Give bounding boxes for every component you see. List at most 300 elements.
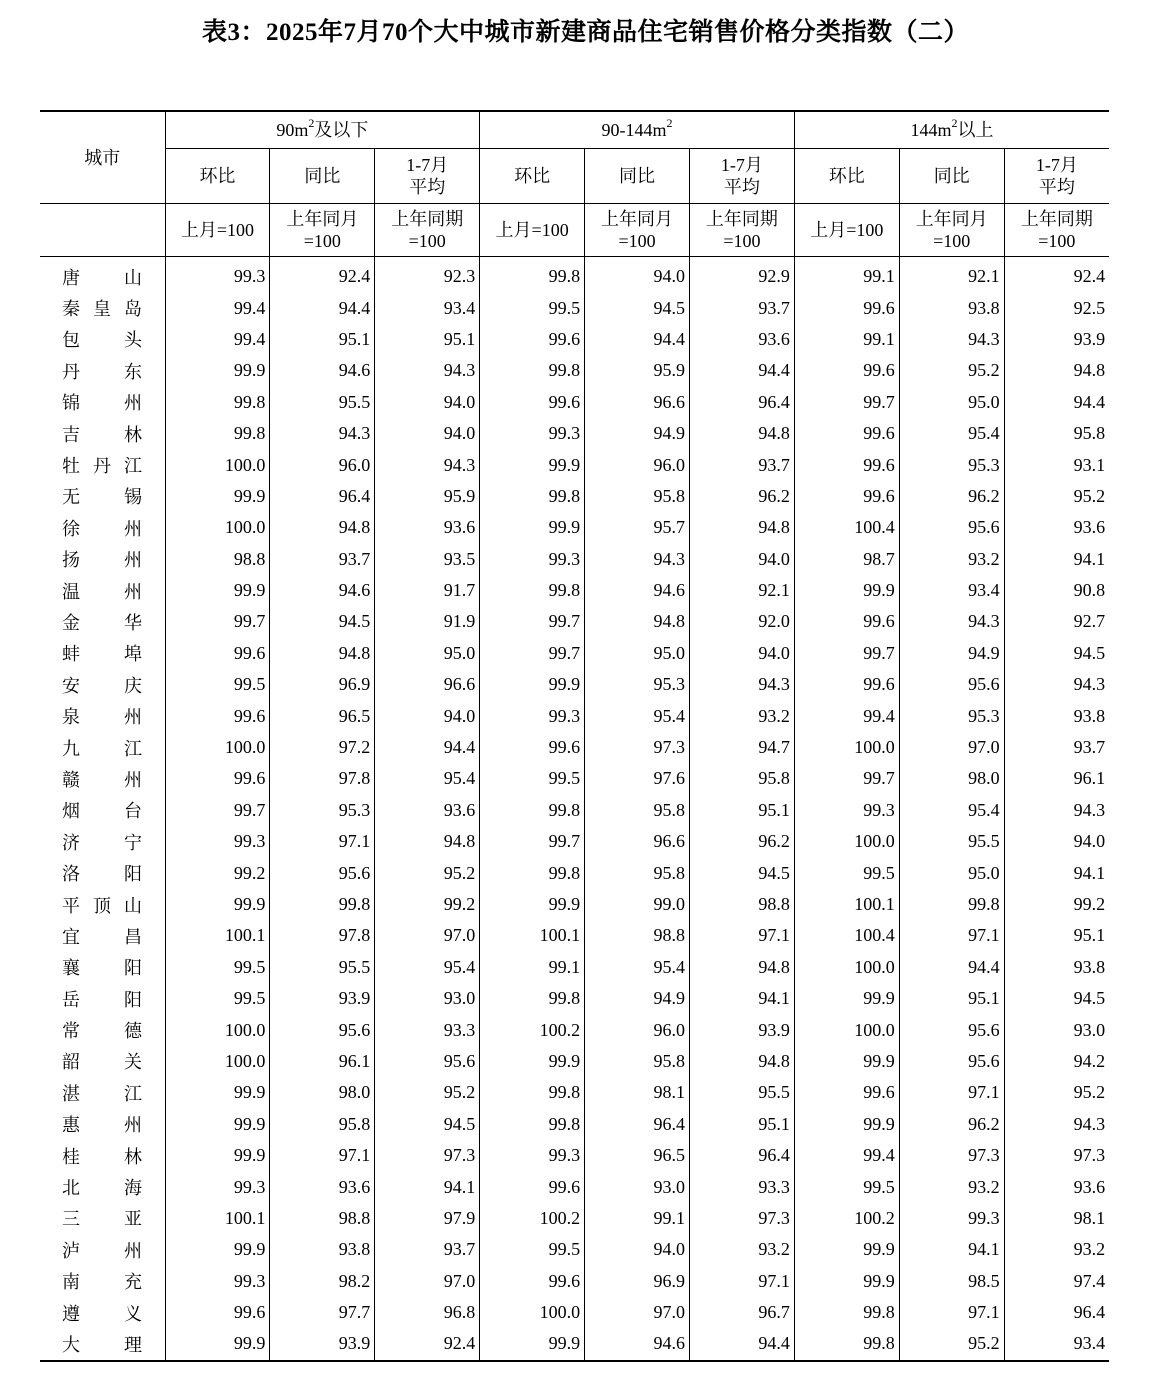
value-cell: 96.4 (689, 387, 794, 418)
value-cell: 96.8 (375, 1297, 480, 1328)
value-cell: 97.1 (270, 826, 375, 857)
base-mom: 上月=100 (794, 204, 899, 257)
table-header (40, 111, 1109, 257)
value-cell: 99.9 (480, 669, 585, 700)
table-row (40, 1297, 1109, 1328)
value-cell: 95.2 (375, 1077, 480, 1108)
base-mom: 上月=100 (165, 204, 270, 257)
value-cell: 93.6 (689, 324, 794, 355)
city-cell: 扬州 (40, 544, 165, 575)
value-cell: 94.5 (375, 1109, 480, 1140)
value-cell: 97.3 (899, 1140, 1004, 1171)
value-cell: 100.0 (165, 1014, 270, 1045)
value-cell: 94.8 (375, 826, 480, 857)
value-cell: 98.5 (899, 1266, 1004, 1297)
value-cell: 96.4 (689, 1140, 794, 1171)
value-cell: 99.8 (480, 983, 585, 1014)
value-cell: 93.7 (1004, 732, 1109, 763)
city-cell: 惠州 (40, 1109, 165, 1140)
table-row (40, 857, 1109, 888)
value-cell: 97.3 (375, 1140, 480, 1171)
value-cell: 96.4 (270, 481, 375, 512)
value-cell: 98.1 (1004, 1203, 1109, 1234)
value-cell: 100.0 (165, 512, 270, 543)
value-cell: 93.8 (1004, 952, 1109, 983)
value-cell: 99.6 (794, 418, 899, 449)
value-cell: 95.3 (899, 700, 1004, 731)
value-cell: 94.6 (270, 575, 375, 606)
value-cell: 95.2 (1004, 481, 1109, 512)
value-cell: 98.2 (270, 1266, 375, 1297)
value-cell: 93.4 (375, 292, 480, 323)
city-cell: 牡丹江 (40, 449, 165, 480)
value-cell: 94.8 (689, 1046, 794, 1077)
value-cell: 90.8 (1004, 575, 1109, 606)
value-cell: 94.1 (899, 1234, 1004, 1265)
value-cell: 99.9 (165, 1109, 270, 1140)
value-cell: 99.4 (165, 324, 270, 355)
value-cell: 98.1 (585, 1077, 690, 1108)
value-cell: 99.8 (270, 889, 375, 920)
value-cell: 97.7 (270, 1297, 375, 1328)
subheader-avg: 1-7月 平均 (689, 149, 794, 204)
value-cell: 92.4 (270, 257, 375, 293)
value-cell: 95.6 (899, 1046, 1004, 1077)
value-cell: 99.9 (165, 1328, 270, 1360)
city-cell: 包头 (40, 324, 165, 355)
group-header-medium: $90-144m^2$ (480, 111, 795, 149)
value-cell: 95.1 (689, 1109, 794, 1140)
value-cell: 94.7 (689, 732, 794, 763)
value-cell: 99.6 (794, 1077, 899, 1108)
value-cell: 94.0 (375, 700, 480, 731)
value-cell: 100.0 (165, 732, 270, 763)
value-cell: 94.9 (585, 418, 690, 449)
table-row (40, 1014, 1109, 1045)
value-cell: 98.8 (270, 1203, 375, 1234)
table-row (40, 355, 1109, 386)
city-cell: 金华 (40, 606, 165, 637)
value-cell: 93.9 (1004, 324, 1109, 355)
value-cell: 95.4 (585, 700, 690, 731)
value-cell: 95.3 (899, 449, 1004, 480)
value-cell: 100.0 (794, 826, 899, 857)
city-cell: 唐山 (40, 257, 165, 293)
value-cell: 95.0 (585, 638, 690, 669)
value-cell: 96.0 (585, 1014, 690, 1045)
value-cell: 97.0 (375, 920, 480, 951)
value-cell: 99.1 (794, 324, 899, 355)
value-cell: 95.5 (270, 952, 375, 983)
subheader-mom: 环比 (165, 149, 270, 204)
table-row (40, 1266, 1109, 1297)
value-cell: 93.6 (270, 1171, 375, 1202)
value-cell: 99.9 (165, 1234, 270, 1265)
table-row (40, 700, 1109, 731)
table-row (40, 1203, 1109, 1234)
value-cell: 95.4 (375, 952, 480, 983)
value-cell: 99.9 (794, 983, 899, 1014)
table-row (40, 387, 1109, 418)
city-cell: 南充 (40, 1266, 165, 1297)
value-cell: 99.6 (165, 700, 270, 731)
value-cell: 99.9 (165, 481, 270, 512)
value-cell: 94.0 (1004, 826, 1109, 857)
value-cell: 94.8 (1004, 355, 1109, 386)
value-cell: 100.0 (794, 732, 899, 763)
value-cell: 97.0 (375, 1266, 480, 1297)
value-cell: 94.3 (585, 544, 690, 575)
value-cell: 94.6 (585, 575, 690, 606)
city-cell: 吉林 (40, 418, 165, 449)
table-row (40, 920, 1109, 951)
value-cell: 93.6 (375, 795, 480, 826)
table-row (40, 1077, 1109, 1108)
value-cell: 97.9 (375, 1203, 480, 1234)
value-cell: 99.3 (165, 826, 270, 857)
value-cell: 93.0 (1004, 1014, 1109, 1045)
value-cell: 99.3 (794, 795, 899, 826)
value-cell: 96.4 (585, 1109, 690, 1140)
table-row (40, 481, 1109, 512)
table-row (40, 889, 1109, 920)
value-cell: 100.0 (165, 1046, 270, 1077)
value-cell: 93.3 (375, 1014, 480, 1045)
city-cell: 丹东 (40, 355, 165, 386)
city-cell: 常德 (40, 1014, 165, 1045)
value-cell: 99.1 (480, 952, 585, 983)
value-cell: 92.5 (1004, 292, 1109, 323)
value-cell: 97.1 (899, 920, 1004, 951)
value-cell: 99.6 (165, 1297, 270, 1328)
value-cell: 99.2 (165, 857, 270, 888)
value-cell: 96.2 (689, 481, 794, 512)
value-cell: 99.3 (480, 1140, 585, 1171)
value-cell: 99.5 (165, 952, 270, 983)
value-cell: 93.1 (1004, 449, 1109, 480)
subheader-yoy: 同比 (270, 149, 375, 204)
value-cell: 99.5 (165, 669, 270, 700)
value-cell: 94.8 (689, 418, 794, 449)
value-cell: 99.5 (480, 292, 585, 323)
value-cell: 95.5 (689, 1077, 794, 1108)
value-cell: 99.6 (480, 387, 585, 418)
value-cell: 91.7 (375, 575, 480, 606)
value-cell: 99.6 (480, 732, 585, 763)
city-cell: 安庆 (40, 669, 165, 700)
value-cell: 94.3 (1004, 795, 1109, 826)
value-cell: 95.8 (585, 1046, 690, 1077)
value-cell: 95.8 (270, 1109, 375, 1140)
group-header-small: $90m^2$及以下 (165, 111, 480, 149)
value-cell: 95.8 (585, 795, 690, 826)
value-cell: 94.3 (270, 418, 375, 449)
value-cell: 94.3 (899, 324, 1004, 355)
value-cell: 99.8 (480, 575, 585, 606)
value-cell: 99.6 (794, 481, 899, 512)
value-cell: 99.9 (794, 1234, 899, 1265)
table-row (40, 1046, 1109, 1077)
table-row (40, 575, 1109, 606)
value-cell: 99.4 (165, 292, 270, 323)
city-cell: 湛江 (40, 1077, 165, 1108)
table-row (40, 512, 1109, 543)
value-cell: 93.6 (375, 512, 480, 543)
value-cell: 99.6 (794, 606, 899, 637)
city-cell: 泉州 (40, 700, 165, 731)
value-cell: 95.1 (899, 983, 1004, 1014)
value-cell: 99.9 (480, 1328, 585, 1360)
value-cell: 97.0 (899, 732, 1004, 763)
value-cell: 99.3 (480, 700, 585, 731)
value-cell: 95.1 (270, 324, 375, 355)
value-cell: 94.9 (585, 983, 690, 1014)
value-cell: 97.8 (270, 920, 375, 951)
value-cell: 99.9 (165, 575, 270, 606)
value-cell: 97.2 (270, 732, 375, 763)
table-row (40, 669, 1109, 700)
base-yoy: 上年同月 =100 (585, 204, 690, 257)
value-cell: 100.2 (480, 1014, 585, 1045)
table-row (40, 1234, 1109, 1265)
value-cell: 99.8 (794, 1328, 899, 1360)
value-cell: 99.6 (794, 355, 899, 386)
value-cell: 95.2 (899, 1328, 1004, 1360)
value-cell: 92.4 (375, 1328, 480, 1360)
value-cell: 95.1 (375, 324, 480, 355)
value-cell: 97.3 (585, 732, 690, 763)
value-cell: 99.8 (480, 355, 585, 386)
value-cell: 95.2 (1004, 1077, 1109, 1108)
value-cell: 99.0 (585, 889, 690, 920)
value-cell: 99.3 (165, 257, 270, 293)
page-title: 表3：2025年7月70个大中城市新建商品住宅销售价格分类指数（二） (201, 19, 969, 46)
value-cell: 92.9 (689, 257, 794, 293)
value-cell: 94.0 (689, 544, 794, 575)
value-cell: 99.5 (480, 1234, 585, 1265)
value-cell: 94.5 (1004, 983, 1109, 1014)
value-cell: 99.7 (480, 638, 585, 669)
value-cell: 94.8 (270, 512, 375, 543)
value-cell: 97.1 (689, 1266, 794, 1297)
value-cell: 94.4 (270, 292, 375, 323)
value-cell: 99.7 (480, 606, 585, 637)
value-cell: 100.2 (480, 1203, 585, 1234)
value-cell: 94.1 (1004, 544, 1109, 575)
value-cell: 92.1 (899, 257, 1004, 293)
value-cell: 92.4 (1004, 257, 1109, 293)
value-cell: 95.5 (899, 826, 1004, 857)
value-cell: 93.7 (375, 1234, 480, 1265)
value-cell: 94.8 (585, 606, 690, 637)
value-cell: 92.0 (689, 606, 794, 637)
value-cell: 94.3 (689, 669, 794, 700)
value-cell: 96.2 (689, 826, 794, 857)
value-cell: 95.5 (270, 387, 375, 418)
table-body (40, 257, 1109, 1361)
base-avg: 上年同期 =100 (1004, 204, 1109, 257)
value-cell: 99.8 (165, 387, 270, 418)
value-cell: 97.3 (1004, 1140, 1109, 1171)
base-avg: 上年同期 =100 (689, 204, 794, 257)
value-cell: 93.9 (689, 1014, 794, 1045)
value-cell: 94.5 (1004, 638, 1109, 669)
value-cell: 99.6 (480, 324, 585, 355)
value-cell: 93.2 (899, 1171, 1004, 1202)
value-cell: 98.8 (689, 889, 794, 920)
value-cell: 94.4 (689, 355, 794, 386)
value-cell: 99.8 (480, 1109, 585, 1140)
city-cell: 襄阳 (40, 952, 165, 983)
value-cell: 99.6 (165, 638, 270, 669)
city-cell: 三亚 (40, 1203, 165, 1234)
city-cell: 温州 (40, 575, 165, 606)
value-cell: 99.1 (585, 1203, 690, 1234)
table-row (40, 1140, 1109, 1171)
value-cell: 95.4 (375, 763, 480, 794)
city-column-header: 城市 (40, 111, 165, 204)
value-cell: 99.9 (165, 889, 270, 920)
value-cell: 93.2 (899, 544, 1004, 575)
city-cell: 洛阳 (40, 857, 165, 888)
value-cell: 94.0 (375, 387, 480, 418)
value-cell: 99.6 (480, 1266, 585, 1297)
value-cell: 95.1 (689, 795, 794, 826)
value-cell: 99.9 (165, 355, 270, 386)
city-cell: 锦州 (40, 387, 165, 418)
value-cell: 96.9 (270, 669, 375, 700)
value-cell: 100.0 (794, 952, 899, 983)
city-cell: 北海 (40, 1171, 165, 1202)
table-row (40, 606, 1109, 637)
price-index-table (40, 110, 1109, 1362)
value-cell: 95.6 (270, 1014, 375, 1045)
value-cell: 94.4 (585, 324, 690, 355)
value-cell: 94.0 (585, 257, 690, 293)
value-cell: 99.6 (794, 669, 899, 700)
value-cell: 94.4 (689, 1328, 794, 1360)
city-cell: 无锡 (40, 481, 165, 512)
table-row (40, 449, 1109, 480)
value-cell: 94.1 (375, 1171, 480, 1202)
table-row (40, 638, 1109, 669)
value-cell: 99.9 (480, 889, 585, 920)
value-cell: 99.5 (165, 983, 270, 1014)
subheader-avg: 1-7月 平均 (1004, 149, 1109, 204)
value-cell: 100.0 (165, 449, 270, 480)
value-cell: 99.3 (165, 1266, 270, 1297)
value-cell: 99.8 (480, 857, 585, 888)
value-cell: 91.9 (375, 606, 480, 637)
city-cell: 烟台 (40, 795, 165, 826)
value-cell: 98.7 (794, 544, 899, 575)
value-cell: 95.4 (585, 952, 690, 983)
city-cell: 徐州 (40, 512, 165, 543)
value-cell: 93.2 (689, 1234, 794, 1265)
city-cell: 韶关 (40, 1046, 165, 1077)
value-cell: 94.1 (689, 983, 794, 1014)
base-mom: 上月=100 (480, 204, 585, 257)
value-cell: 96.7 (689, 1297, 794, 1328)
value-cell: 99.8 (480, 481, 585, 512)
value-cell: 99.9 (794, 1266, 899, 1297)
value-cell: 99.3 (480, 418, 585, 449)
value-cell: 99.9 (480, 1046, 585, 1077)
value-cell: 95.0 (375, 638, 480, 669)
value-cell: 92.1 (689, 575, 794, 606)
subheader-yoy: 同比 (899, 149, 1004, 204)
value-cell: 99.9 (794, 575, 899, 606)
value-cell: 93.7 (689, 292, 794, 323)
subheader-mom: 环比 (794, 149, 899, 204)
value-cell: 99.3 (480, 544, 585, 575)
value-cell: 99.5 (480, 763, 585, 794)
value-cell: 99.2 (375, 889, 480, 920)
value-cell: 97.4 (1004, 1266, 1109, 1297)
table-row (40, 763, 1109, 794)
value-cell: 94.3 (899, 606, 1004, 637)
value-cell: 95.0 (899, 857, 1004, 888)
value-cell: 96.2 (899, 481, 1004, 512)
value-cell: 93.8 (1004, 700, 1109, 731)
table-row (40, 795, 1109, 826)
value-cell: 99.4 (794, 700, 899, 731)
city-cell: 岳阳 (40, 983, 165, 1014)
value-cell: 95.9 (585, 355, 690, 386)
table-row (40, 292, 1109, 323)
value-cell: 93.4 (1004, 1328, 1109, 1360)
value-cell: 94.6 (585, 1328, 690, 1360)
value-cell: 94.2 (1004, 1046, 1109, 1077)
table-row (40, 1109, 1109, 1140)
city-cell: 大理 (40, 1328, 165, 1360)
base-yoy: 上年同月 =100 (270, 204, 375, 257)
value-cell: 96.0 (270, 449, 375, 480)
value-cell: 99.3 (899, 1203, 1004, 1234)
base-avg: 上年同期 =100 (375, 204, 480, 257)
value-cell: 100.4 (794, 920, 899, 951)
value-cell: 99.1 (794, 257, 899, 293)
value-cell: 97.0 (585, 1297, 690, 1328)
table-row (40, 983, 1109, 1014)
value-cell: 100.4 (794, 512, 899, 543)
value-cell: 95.3 (585, 669, 690, 700)
value-cell: 99.8 (480, 795, 585, 826)
value-cell: 99.9 (480, 449, 585, 480)
value-cell: 98.0 (270, 1077, 375, 1108)
city-cell: 泸州 (40, 1234, 165, 1265)
subheader-mom: 环比 (480, 149, 585, 204)
value-cell: 99.7 (794, 638, 899, 669)
value-cell: 95.9 (375, 481, 480, 512)
value-cell: 93.9 (270, 983, 375, 1014)
value-cell: 98.8 (585, 920, 690, 951)
group-header-large: $144m^2$以上 (794, 111, 1109, 149)
subheader-yoy: 同比 (585, 149, 690, 204)
value-cell: 95.6 (375, 1046, 480, 1077)
city-cell: 遵义 (40, 1297, 165, 1328)
table-row (40, 324, 1109, 355)
value-cell: 93.9 (270, 1328, 375, 1360)
value-cell: 99.2 (1004, 889, 1109, 920)
value-cell: 97.1 (270, 1140, 375, 1171)
city-cell: 平顶山 (40, 889, 165, 920)
value-cell: 94.8 (270, 638, 375, 669)
value-cell: 99.6 (480, 1171, 585, 1202)
value-cell: 93.3 (689, 1171, 794, 1202)
value-cell: 94.5 (270, 606, 375, 637)
value-cell: 99.7 (480, 826, 585, 857)
